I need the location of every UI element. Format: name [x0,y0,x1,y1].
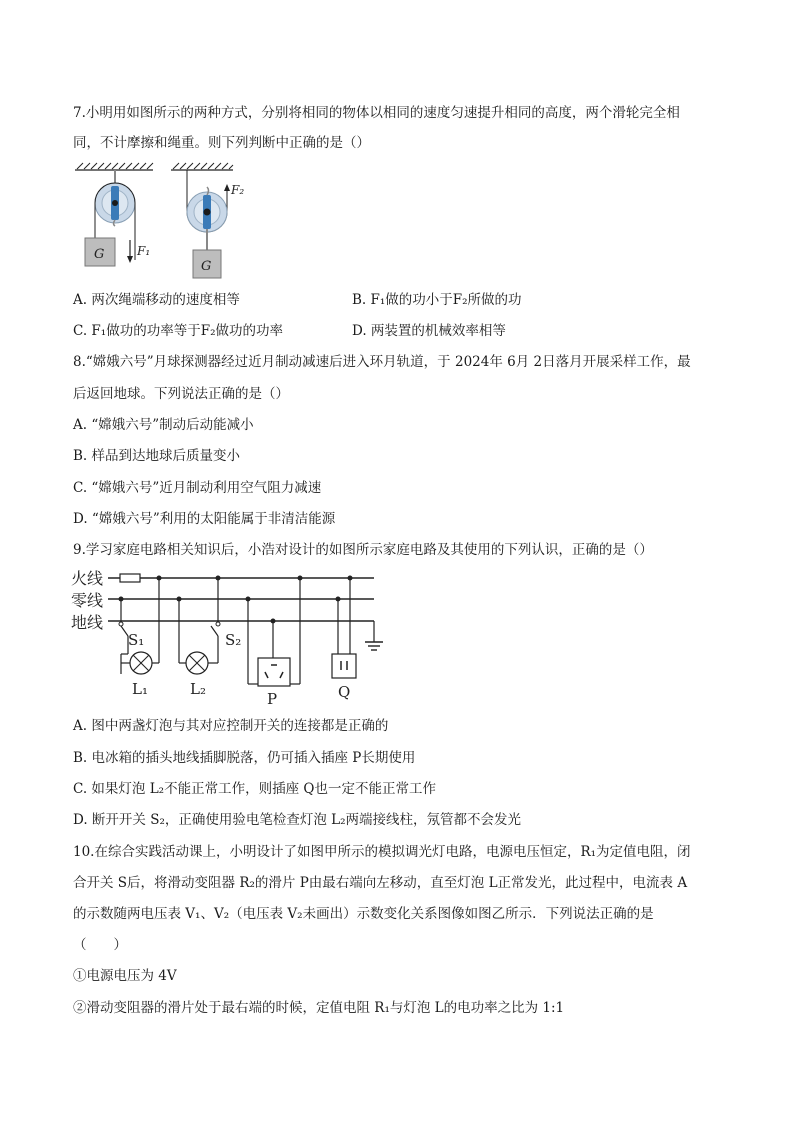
neutral-wire-label: 零线 [71,591,104,610]
q8-stem-line2: 后返回地球。下列说法正确的是（） [73,386,289,402]
q7-stem-line2: 同，不计摩擦和绳重。则下列判断中正确的是（） [73,135,370,151]
q8-stem-line1: 8.“嫦娥六号”月球探测器经过近月制动减速后进入环月轨道，于 2024年 6月 2日落月开展采样工作，最 [73,354,691,370]
switch-s2-label: S₂ [225,631,242,649]
q7-option-d: D. 两装置的机械效率相等 [352,323,506,339]
ground-wire-label: 地线 [71,613,104,632]
q8-option-b: B. 样品到达地球后质量变小 [73,448,241,464]
q7-option-a: A. 两次绳端移动的速度相等 [73,292,240,308]
socket-p-label: P [267,690,278,708]
q9-stem-line1: 9.学习家庭电路相关知识后，小浩对设计的如图所示家庭电路及其使用的下列认识，正确的是（） [73,542,653,558]
q9-option-b: B. 电冰箱的插头地线插脚脱落，仍可插入插座 P长期使用 [73,750,416,766]
q8-option-a: A. “嫦娥六号”制动后动能减小 [73,417,254,433]
socket-q-label: Q [338,683,351,701]
q10-stem-line4: （ ） [73,937,127,953]
q7-weight-label-1: G [94,247,105,262]
q9-option-c: C. 如果灯泡 L₂不能正常工作，则插座 Q也一定不能正常工作 [73,781,436,797]
q10-stem-line1: 10.在综合实践活动课上，小明设计了如图甲所示的模拟调光灯电路，电源电压恒定，R₁为定值电阻，闭 [73,844,691,860]
lamp-l2-label: L₂ [190,680,206,698]
lamp-l1-label: L₁ [132,680,148,698]
q10-item-2: ②滑动变阻器的滑片处于最右端的时候，定值电阻 R₁与灯泡 L的电功率之比为 1:1 [73,1000,565,1016]
q7-pulley-figure [73,160,273,282]
q10-stem-line2: 合开关 S后，将滑动变阻器 R₂的滑片 P由最右端向左移动，直至灯泡 L正常发光，此过程中，电流表 A [73,875,688,891]
switch-s1-label: S₁ [128,631,145,649]
q7-stem-line1: 7.小明用如图所示的两种方式，分别将相同的物体以相同的速度匀速提升相同的高度，两个滑轮完全相 [73,105,680,121]
q10-item-1: ①电源电压为 4V [73,968,177,984]
q7-force-label-f2: F₂ [231,183,245,197]
q9-option-a: A. 图中两盏灯泡与其对应控制开关的连接都是正确的 [73,718,389,734]
q9-circuit-figure [68,566,398,708]
q8-option-c: C. “嫦娥六号”近月制动利用空气阻力减速 [73,480,322,496]
q9-option-d: D. 断开开关 S₂，正确使用验电笔检查灯泡 L₂两端接线柱，氖管都不会发光 [73,812,522,828]
q10-stem-line3: 的示数随两电压表 V₁、V₂（电压表 V₂未画出）示数变化关系图像如图乙所示．下列说法正确的是 [73,906,654,922]
q8-option-d: D. “嫦娥六号”利用的太阳能属于非清洁能源 [73,511,336,527]
q7-force-label-f1: F₁ [137,244,151,258]
q7-weight-label-2: G [201,259,212,274]
q7-option-c: C. F₁做功的功率等于F₂做功的功率 [73,323,283,339]
q7-option-b: B. F₁做的功小于F₂所做的功 [352,292,522,308]
live-wire-label: 火线 [71,569,104,588]
